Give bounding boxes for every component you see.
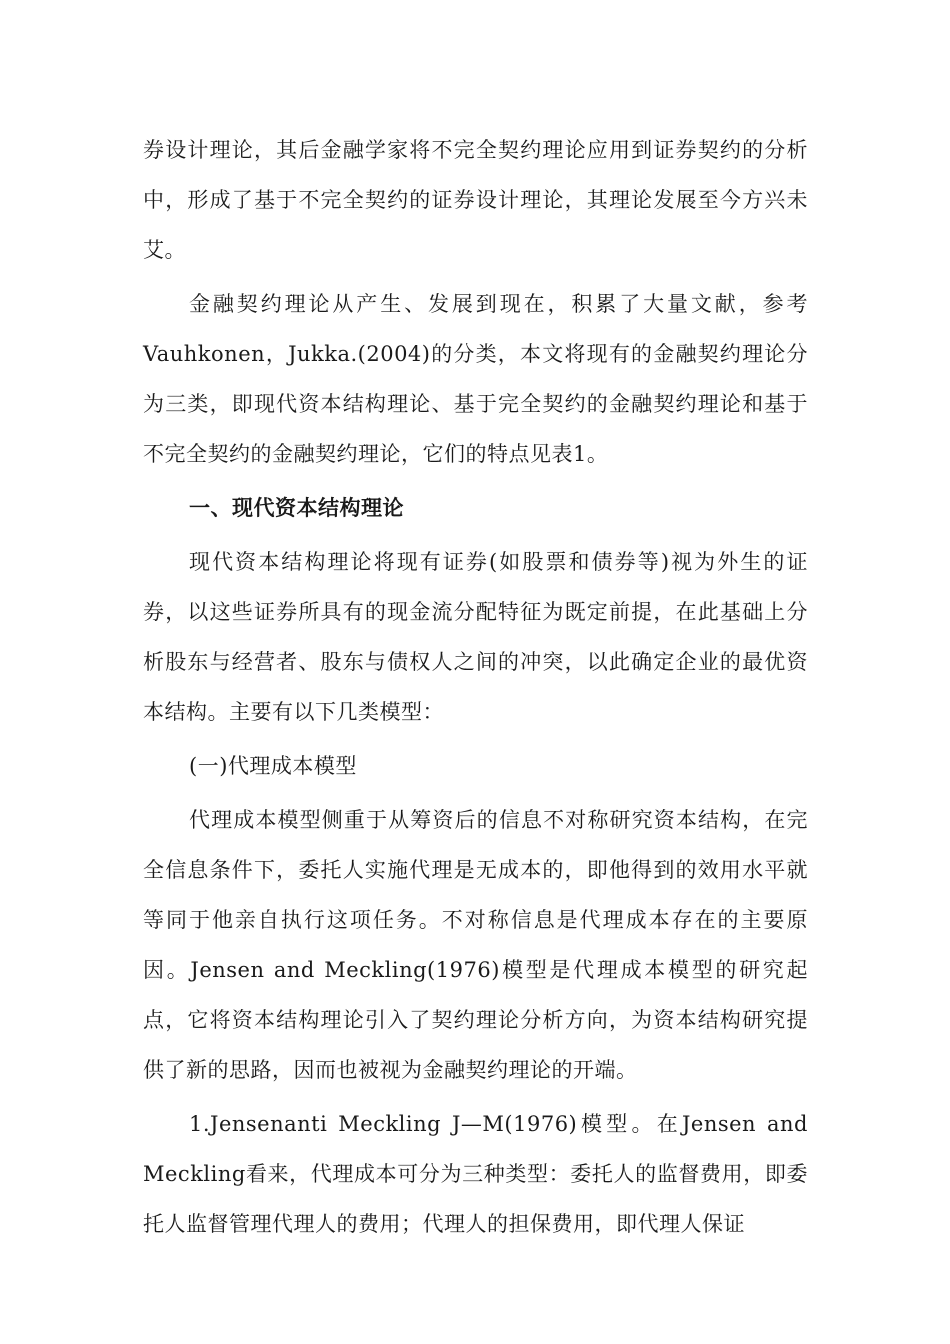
section-heading: 一、现代资本结构理论 bbox=[189, 496, 404, 520]
document-body bbox=[143, 125, 808, 1253]
paragraph-continuation: 券设计理论，其后金融学家将不完全契约理论应用到证券契约的分析中，形成了基于不完全契约的证券设计理论，其理论发展至今方兴未艾。 bbox=[143, 138, 808, 262]
subsection-heading: (一)代理成本模型 bbox=[189, 754, 357, 778]
paragraph-classification: 金融契约理论从产生、发展到现在，积累了大量文献，参考Vauhkonen，Jukka.(2004)的分类，本文将现有的金融契约理论分为三类，即现代资本结构理论、基于完全契约的金融契约理论和基于不完全契约的金融契约理论，它们的特点见表1。 bbox=[143, 292, 808, 466]
paragraph-capital-structure: 现代资本结构理论将现有证券(如股票和债券等)视为外生的证券，以这些证券所具有的现金流分配特征为既定前提，在此基础上分析股东与经营者、股东与债权人之间的冲突，以此确定企业的最优资本结构。主要有以下几类模型： bbox=[143, 550, 808, 724]
paragraph-agency-cost: 代理成本模型侧重于从筹资后的信息不对称研究资本结构，在完全信息条件下，委托人实施代理是无成本的，即他得到的效用水平就等同于他亲自执行这项任务。不对称信息是代理成本存在的主要原因。Jensen and Meckling(1976)模型是代理成本模型的研究起点，它将资本结构理论引入了契约理论分析方向，为资本结构研究提供了新的思路，因而也被视为金融契约理论的开端。 bbox=[143, 808, 808, 1082]
paragraph-jm-model: 1.Jensenanti Meckling J—M(1976)模型。在Jensen and Meckling看来，代理成本可分为三种类型：委托人的监督费用，即委托人监督管理代理人的费用；代理人的担保费用，即代理人保证 bbox=[143, 1112, 808, 1236]
